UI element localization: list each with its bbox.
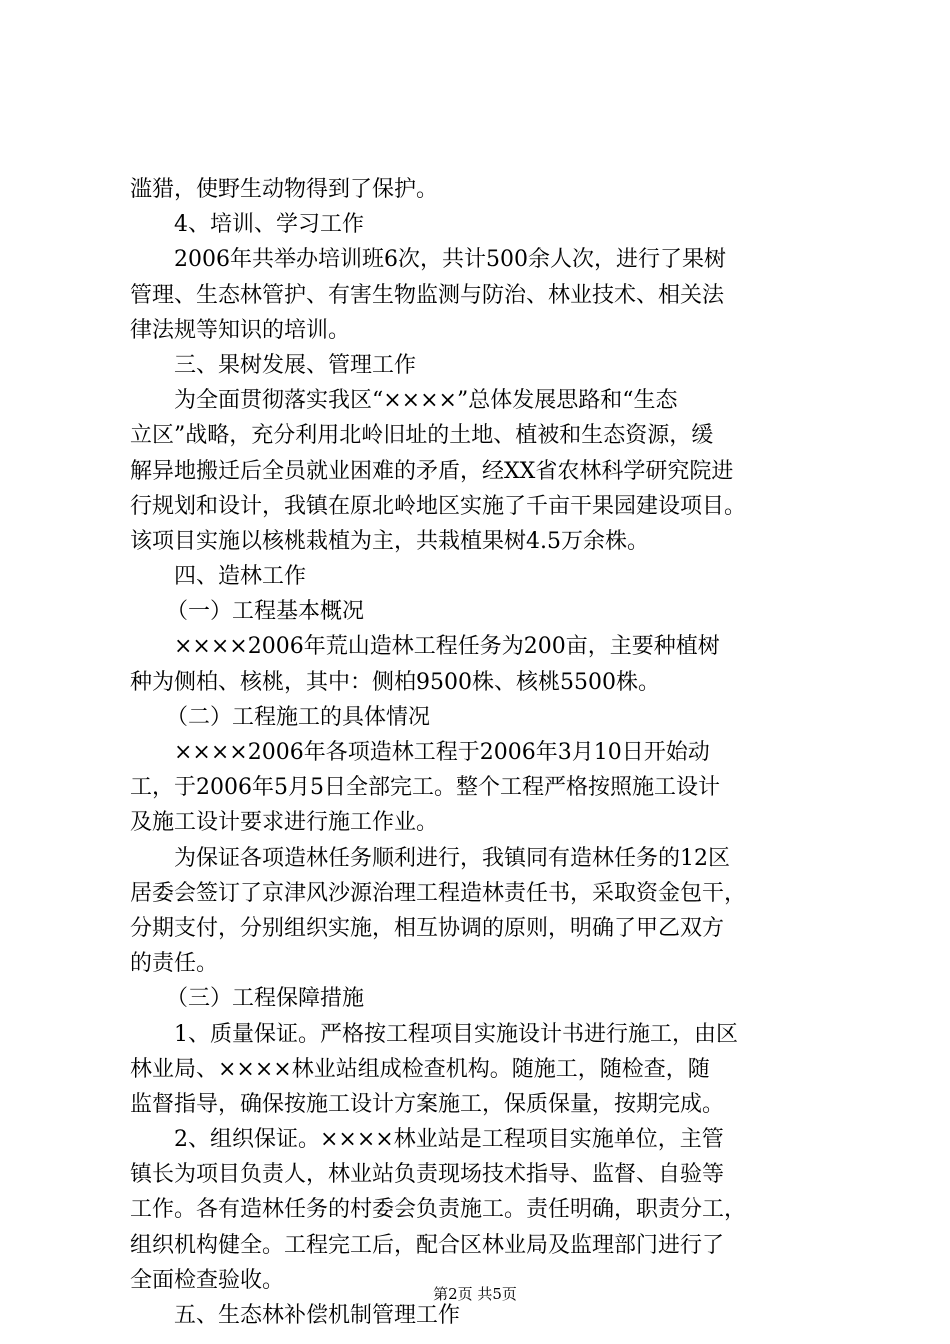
body-line: 林业局、××××林业站组成检查机构。随施工，随检查，随 [130, 1056, 710, 1082]
section-heading: 4、培训、学习工作 [174, 212, 364, 238]
body-line: 2、组织保证。××××林业站是工程项目实施单位，主管 [174, 1127, 724, 1153]
section-heading: 五、生态林补偿机制管理工作 [174, 1303, 461, 1328]
body-line: ××××2006年各项造林工程于2006年3月10日开始动 [174, 740, 710, 765]
body-line: 解异地搬迁后全员就业困难的矛盾，经XX省农林科学研究院进 [130, 458, 734, 484]
body-line: 该项目实施以核桃栽植为主，共栽植果树4.5万余株。 [130, 528, 649, 554]
body-line: 镇长为项目负责人，林业站负责现场技术指导、监督、自验等 [130, 1162, 725, 1188]
body-line: 的责任。 [130, 951, 219, 977]
section-heading: 三、果树发展、管理工作 [174, 352, 417, 378]
body-line: 1、质量保证。严格按工程项目实施设计书进行施工，由区 [174, 1021, 738, 1047]
body-line: 2006年共举办培训班6次，共计500余人次，进行了果树 [174, 247, 726, 273]
body-line: 种为侧柏、核桃，其中：侧柏9500株、核桃5500株。 [130, 669, 660, 695]
page-footer [0, 1284, 950, 1304]
body-line: 工作。各有造林任务的村委会负责施工。责任明确，职责分工， [130, 1197, 747, 1223]
body-line: 律法规等知识的培训。 [130, 317, 351, 343]
body-line: 立区”战略，充分利用北岭旧址的土地、植被和生态资源，缓 [130, 423, 714, 449]
body-line: 管理、生态林管护、有害生物监测与防治、林业技术、相关法 [130, 282, 725, 308]
section-heading: 四、造林工作 [174, 564, 307, 590]
body-line: 全面检查验收。 [130, 1267, 285, 1293]
body-line: 及施工设计要求进行施工作业。 [130, 810, 439, 836]
body-line: 为全面贯彻落实我区“××××”总体发展思路和“生态 [174, 388, 678, 414]
body-line: 行规划和设计，我镇在原北岭地区实施了千亩干果园建设项目。 [130, 493, 747, 519]
subsection-heading: （二）工程施工的具体情况 [166, 704, 431, 730]
page-number: 第2页 共5页 [433, 1285, 517, 1303]
body-line: 监督指导，确保按施工设计方案施工，保质保量，按期完成。 [130, 1091, 725, 1117]
body-line: 居委会签订了京津风沙源治理工程造林责任书，采取资金包干， [130, 880, 747, 906]
body-line: ××××2006年荒山造林工程任务为200亩，主要种植树 [174, 634, 720, 660]
body-line: 工，于2006年5月5日全部完工。整个工程严格按照施工设计 [130, 775, 720, 801]
body-line: 分期支付，分别组织实施，相互协调的原则，明确了甲乙双方 [130, 915, 725, 941]
subsection-heading: （一）工程基本概况 [166, 599, 365, 625]
body-line: 为保证各项造林任务顺利进行，我镇同有造林任务的12区 [174, 845, 730, 871]
document-body [130, 172, 830, 1333]
subsection-heading: （三）工程保障措施 [166, 986, 365, 1012]
body-line: 滥猎，使野生动物得到了保护。 [130, 177, 439, 202]
body-line: 组织机构健全。工程完工后，配合区林业局及监理部门进行了 [130, 1232, 725, 1258]
